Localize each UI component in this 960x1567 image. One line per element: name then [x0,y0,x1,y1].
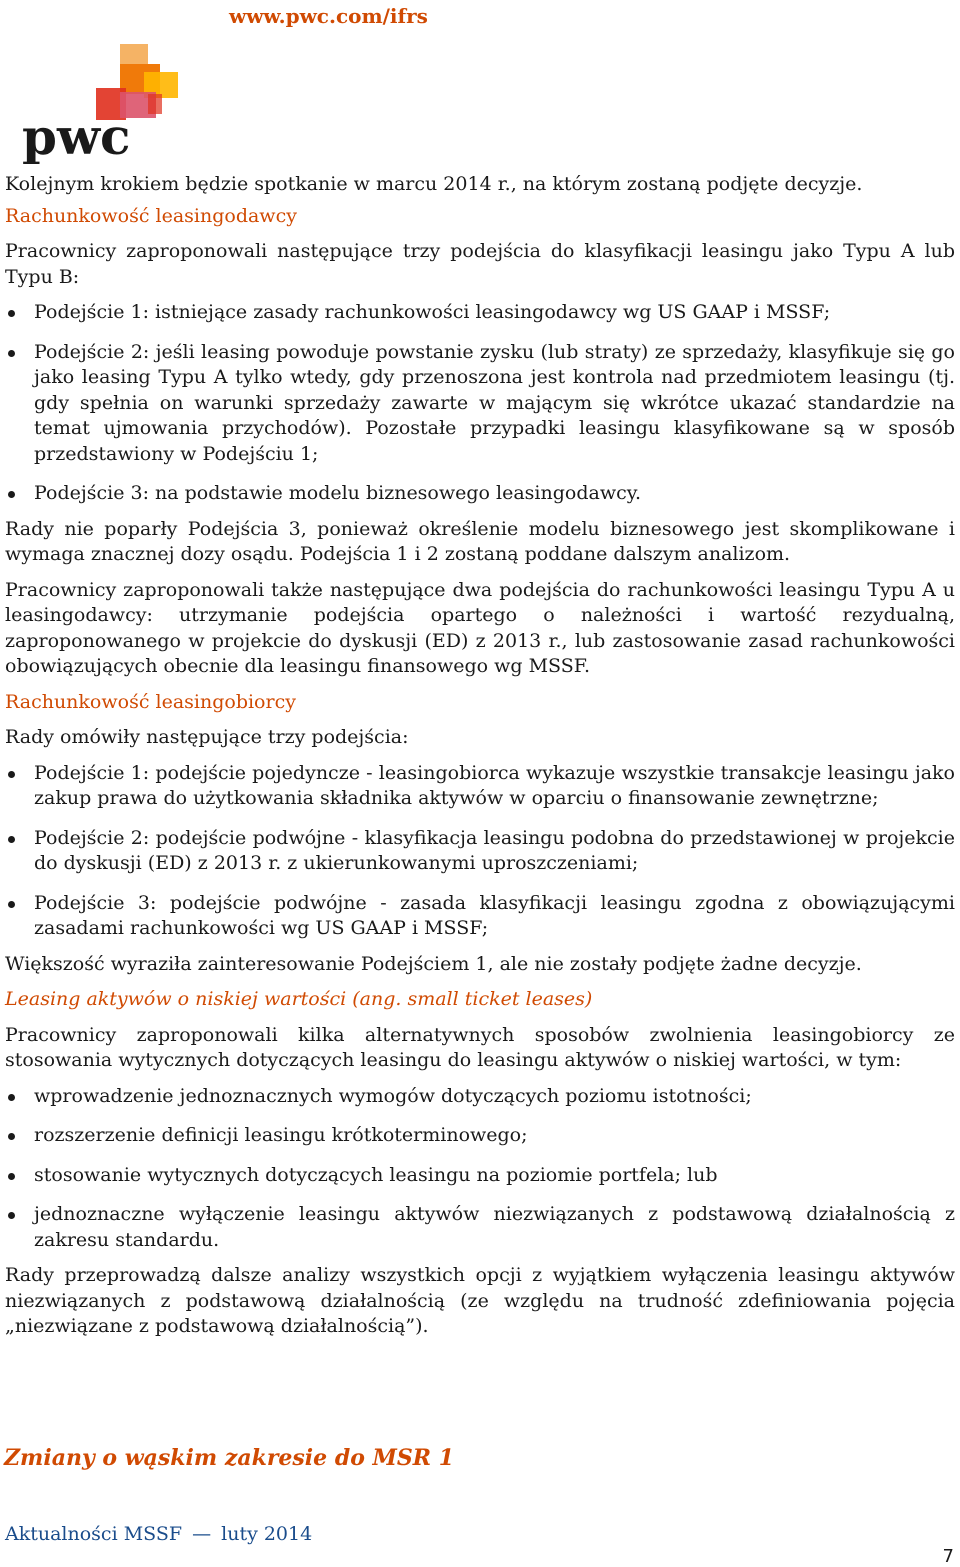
lessee-heading: Rachunkowość leasingobiorcy [5,690,296,713]
list-item: wprowadzenie jednoznacznych wymogów dotyczących poziomu istotności; [5,1084,955,1110]
lessee-approaches-list [5,761,955,942]
small-ticket-paragraph-2: Rady przeprowadzą dalsze analizy wszystkich opcji z wyjątkiem wyłączenia leasingu aktywów niezwiązanych z podstawową działalnością (ze względu na trudność zdefiniowania pojęcia „niezwiązane z podstawową działalnością”). [5,1264,955,1337]
list-item: Podejście 1: istniejące zasady rachunkowości leasingodawcy wg US GAAP i MSSF; [5,300,955,326]
pwc-ifrs-link[interactable]: www.pwc.com/ifrs [229,4,428,28]
list-item: Podejście 3: na podstawie modelu biznesowego leasingodawcy. [5,481,955,507]
footer-dash: — [192,1523,212,1545]
lessee-paragraph-2: Większość wyraziła zainteresowanie Podejściem 1, ale nie zostały podjęte żadne decyzje. [5,952,862,975]
footer-date: luty 2014 [221,1523,313,1545]
small-ticket-paragraph-1: Pracownicy zaproponowali kilka alternatywnych sposobów zwolnienia leasingobiorcy ze stosowania wytycznych dotyczących leasingu do leasingu aktywów o niskiej wartości, w tym: [5,1023,955,1071]
list-item: Podejście 1: podejście pojedyncze - leasingobiorca wykazuje wszystkie transakcje leasingu jako zakup prawa do użytkowania składnika aktywów w oparciu o finansowanie zewnętrzne; [5,761,955,812]
intro-paragraph: Kolejnym krokiem będzie spotkanie w marcu 2014 r., na którym zostaną podjęte decyzje. [5,173,863,195]
list-item: stosowanie wytycznych dotyczących leasingu na poziomie portfela; lub [5,1163,955,1189]
list-item: Podejście 2: podejście podwójne - klasyfikacja leasingu podobna do przedstawionej w projekcie do dyskusji (ED) z 2013 r. z ukierunkowanymi uproszczeniami; [5,826,955,877]
list-item: Podejście 3: podejście podwójne - zasada klasyfikacji leasingu zgodna z obowiązującymi zasadami rachunkowości wg US GAAP i MSSF; [5,891,955,942]
list-item: Podejście 2: jeśli leasing powoduje powstanie zysku (lub straty) ze sprzedaży, klasyfikuje się go jako leasing Typu A tylko wtedy, gdy przenoszona jest kontrola nad przedmiotem leasingu (tj. gdy spełnia on warunki sprzedaży zawarte w mającym się wkrótce ukazać standardzie na temat ujmowania przychodów). Pozostałe przypadki leasingu klasyfikowane są w sposób przedstawiony w Podejściu 1; [5,340,955,468]
lessor-approaches-list [5,300,955,507]
lessor-paragraph-1: Pracownicy zaproponowali następujące trzy podejścia do klasyfikacji leasingu jako Typu A lub Typu B: [5,240,955,288]
page-content [5,172,955,1350]
small-ticket-options-list [5,1084,955,1254]
page-number: 7 [942,1546,954,1567]
next-section-heading: Zmiany o wąskim zakresie do MSR 1 [4,1445,455,1471]
pwc-logo [20,42,180,164]
lessor-paragraph-2: Rady nie poparły Podejścia 3, ponieważ określenie modelu biznesowego jest skomplikowane i wymaga znacznej dozy osądu. Podejścia 1 i 2 zostaną poddane dalszym analizom. [5,517,955,565]
pwc-logo-graphic [20,42,180,164]
lessee-paragraph-1: Rady omówiły następujące trzy podejścia: [5,726,409,748]
lessor-heading: Rachunkowość leasingodawcy [5,204,297,227]
small-ticket-heading: Leasing aktywów o niskiej wartości (ang. small ticket leases) [5,988,593,1010]
pwc-logo-wordmark: pwc [22,107,131,164]
list-item: jednoznaczne wyłączenie leasingu aktywów niezwiązanych z podstawową działalnością z zakresu standardu. [5,1202,955,1253]
footer [5,1523,312,1545]
list-item: rozszerzenie definicji leasingu krótkoterminowego; [5,1123,955,1149]
lessor-paragraph-3: Pracownicy zaproponowali także następujące dwa podejścia do rachunkowości leasingu Typu A u leasingodawcy: utrzymanie podejścia opartego o należności i wartość rezydualną, zaproponowanego w projekcie do dyskusji (ED) z 2013 r., lub zastosowanie zasad rachunkowości obowiązujących obecnie dla leasingu finansowego wg MSSF. [5,578,955,677]
footer-publication: Aktualności MSSF [5,1523,183,1545]
